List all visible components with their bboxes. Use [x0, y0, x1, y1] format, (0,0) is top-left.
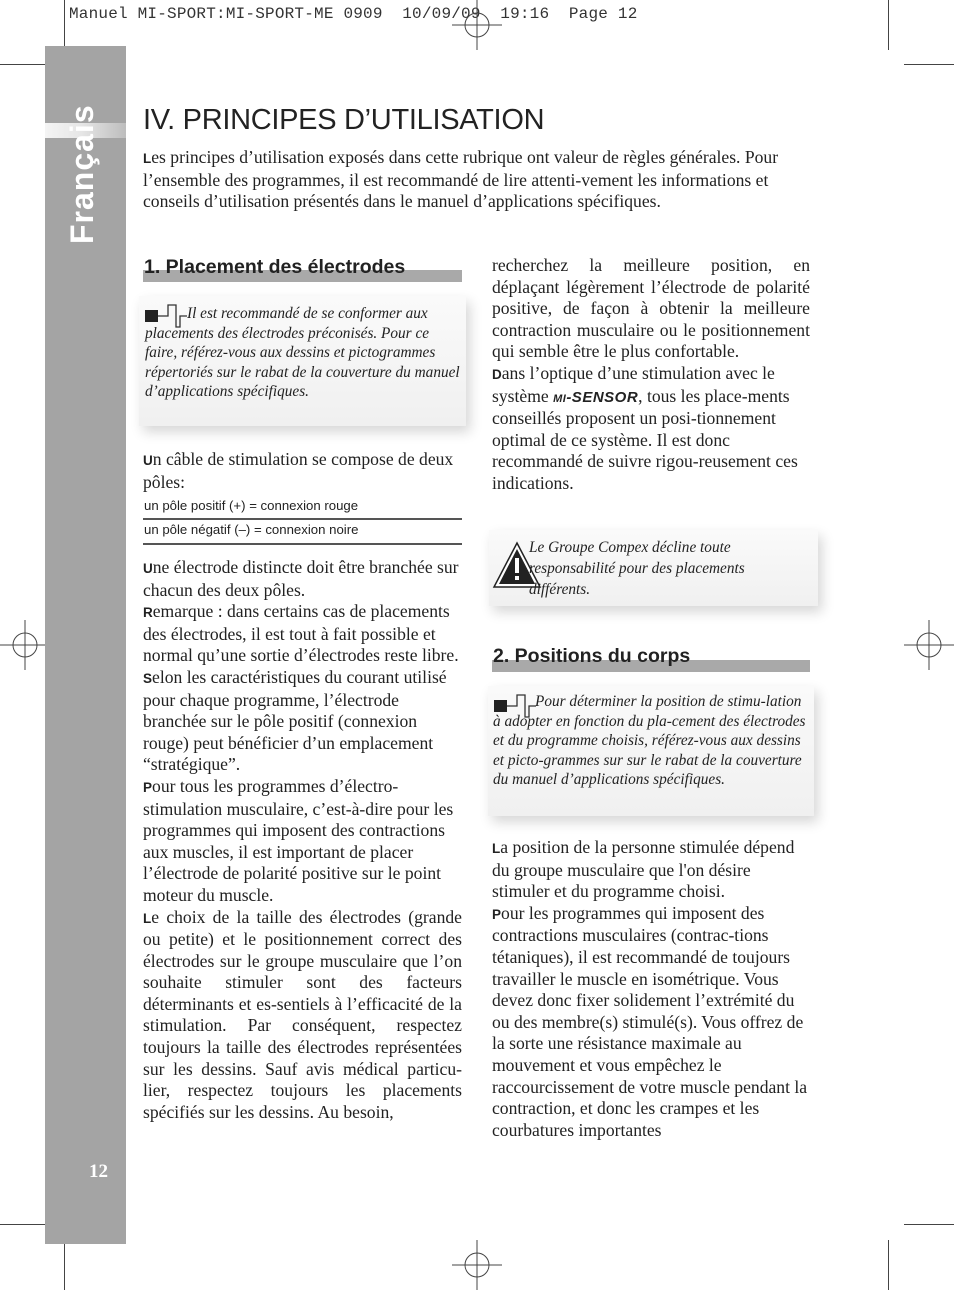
paragraph-text: ne électrode distincte doit être branchée sur chacun des deux pôles.: [143, 557, 459, 600]
cable-block: [143, 449, 462, 493]
language-tab: [64, 104, 130, 250]
right-column-body: [492, 837, 810, 1141]
note-1-text-wrap: [145, 304, 460, 402]
dropcap: U: [143, 561, 153, 576]
note-electrode-placement: [145, 304, 460, 402]
paragraph-text: our les programmes qui imposent des contractions musculaires (contrac-tions tétaniques), il est recommandé de toujours travailler le muscle en isométrique. Vous devez donc fixer solidement l’extrémité du ou des membre(s) stimulé(s). Vous offrez de la sorte une résistance maximale au mouvement et vous empêchez le raccourcissement de votre muscle pendant la contraction, et donc les crampes et les courbatures importantes: [492, 902, 808, 1140]
paragraph: [143, 601, 462, 667]
note-body-position: [493, 692, 811, 790]
language-tab-label: Français: [64, 104, 100, 244]
paragraph: [492, 837, 810, 903]
dropcap: U: [143, 453, 153, 468]
paragraph: [143, 907, 462, 1124]
page-title: IV. PRINCIPES D’UTILISATION: [143, 104, 545, 136]
paragraph-text: our tous les programmes d’électro-stimulation musculaire, c’est-à-dire pour les programmes qui imposent des contractions aux muscles, il est important de placer l’électrode de polarité positive sur le point moteur du muscle.: [143, 775, 454, 905]
note-text: Il est recommandé de se conformer aux placements des électrodes préconisés. Pour ce faire, référez-vous aux dessins et pictogrammes répertoriés sur le rabat de la couverture du manuel d’applications spécifiques.: [145, 305, 460, 400]
registration-mark-icon: [0, 620, 50, 670]
paragraph-text: a position de la personne stimulée dépend du groupe musculaire que l'on désire stimuler et du programme choisi.: [492, 837, 795, 902]
right-column-top: [492, 255, 810, 495]
mi-sensor-logo: mi-SENSOR: [553, 388, 639, 406]
crop-mark: [888, 0, 889, 50]
registration-mark-icon: [452, 0, 502, 50]
continuation-paragraph: recherchez la meilleure position, en déplaçant légèrement l’électrode de polarité positive, de façon à obtenir la meilleure contraction musculaire ou le positionnement qui semble être le plus confortable.: [492, 255, 810, 362]
paragraph: [492, 903, 810, 1142]
paragraph-text: emarque : dans certains cas de placements des électrodes, il est tout à fait possible et normal qu’une sortie d’électrodes reste libre.: [143, 601, 459, 666]
dropcap: P: [143, 779, 153, 795]
paragraph: [143, 667, 462, 776]
paragraph-text: elon les caractéristiques du courant utilisé pour chaque programme, l’électrode branchée sur le pôle positif (connexion rouge) peut bénéficier d’un emplacement “stratégique”.: [143, 666, 447, 775]
section-heading-body-positions: 2. Positions du corps: [493, 645, 691, 667]
intro-paragraph: [143, 147, 813, 213]
crop-mark: [904, 1224, 954, 1225]
registration-mark-icon: [452, 1240, 502, 1290]
crop-mark: [0, 64, 50, 65]
paragraph-text: e choix de la taille des électrodes (grande ou petite) et le positionnement correct des électrodes sur le groupe musculaire que l’on souhaite stimuler sont des facteurs déterminants et es-sentiels à l’efficacité de la stimulation. Par conséquent, respectez toujours la taille des électrodes représentées sur les dessins. Sauf avis médical particu-lier, respectez toujours les placements spécifiés sur les dessins. Au besoin,: [143, 906, 462, 1122]
crop-mark: [64, 1240, 65, 1290]
paragraph-text: ans l’optique d’une stimulation avec le système: [492, 362, 775, 406]
crop-mark: [0, 1224, 50, 1225]
paragraph: [143, 557, 462, 601]
note-2-text-wrap: [493, 692, 811, 790]
crop-mark: [64, 0, 65, 50]
divider: [143, 518, 462, 520]
dropcap: R: [143, 605, 153, 621]
pole-negative: un pôle négatif (–) = connexion noire: [144, 522, 359, 537]
dropcap: L: [143, 910, 152, 926]
note-text: Pour déterminer la position de stimu-lation à adopter en fonction du pla-cement des électrodes et du programme choisis, référez-vous aux dessins et picto-grammes sur sur le rabat de la couverture du manuel d’applications spécifiques.: [493, 693, 806, 788]
dropcap: D: [492, 366, 502, 382]
cable-paragraph: [143, 449, 462, 493]
divider: [143, 543, 462, 545]
left-column-body: [143, 557, 462, 1123]
section-heading-electrodes: 1. Placement des électrodes: [144, 256, 406, 278]
cable-text: n câble de stimulation se compose de deux pôles:: [143, 449, 454, 492]
warning-text: Le Groupe Compex décline toute responsabilité pour des placements différents.: [529, 539, 745, 598]
dropcap: L: [143, 151, 152, 166]
dropcap: L: [492, 841, 501, 856]
paragraph: [143, 776, 462, 907]
dropcap: S: [143, 670, 153, 686]
print-header: Manuel MI-SPORT:MI-SPORT-ME 0909 10/09/09 19:16 Page 12: [69, 5, 638, 23]
pole-positive: un pôle positif (+) = connexion rouge: [144, 498, 359, 513]
warning-text-wrap: [529, 537, 807, 600]
paragraph: [492, 363, 810, 495]
crop-mark: [904, 64, 954, 65]
paragraph-text: , tous les place-ments conseillés proposent un posi-tionnement optimal de ce système. Il est donc recommandé de suivre rigou-reusement ces indications.: [492, 385, 798, 493]
intro-text: es principes d’utilisation exposés dans cette rubrique ont valeur de règles générales. Pour l’ensemble des programmes, il est recommandé de lire attenti-vement les informations et conseils d’utilisation présentés dans le manuel d’applications spécifiques.: [143, 147, 779, 212]
registration-mark-icon: [904, 620, 954, 670]
crop-mark: [888, 1240, 889, 1290]
page-number: 12: [89, 1161, 108, 1182]
dropcap: P: [492, 906, 502, 922]
